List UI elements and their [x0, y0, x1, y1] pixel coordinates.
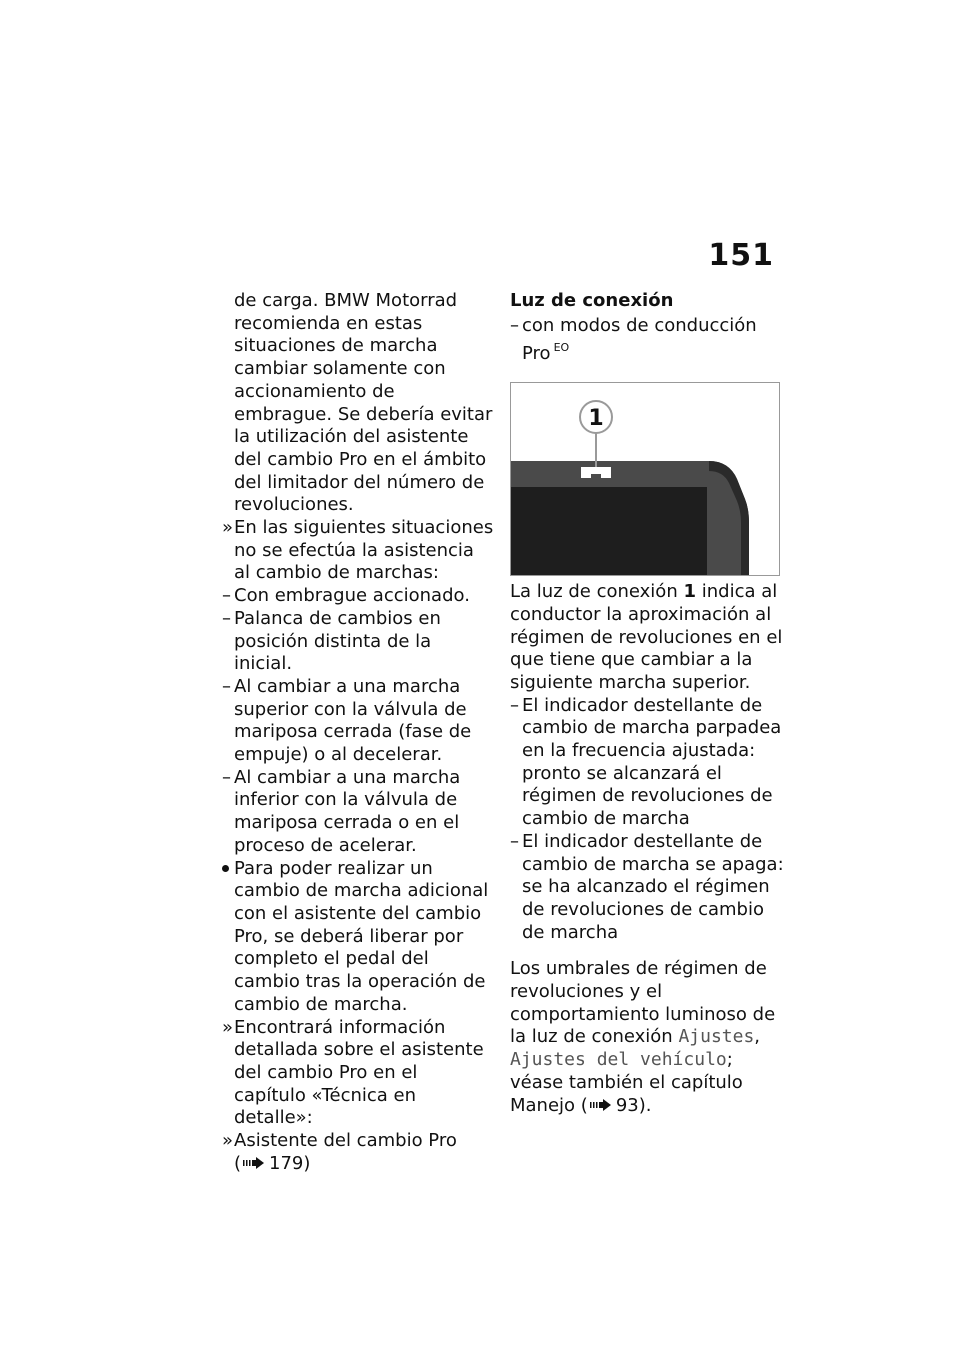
display-screen	[511, 487, 707, 575]
dash-item	[510, 695, 785, 831]
equipment-superscript: EO	[553, 341, 570, 355]
note-item	[222, 517, 494, 585]
dash-text: Al cambiar a una marcha superior con la válvula de mariposa cerrada (fase de empuje) o al decelerar.	[234, 675, 472, 766]
note-item	[222, 1017, 494, 1131]
callout-number: 1	[588, 406, 604, 432]
page-reference-arrow-icon	[590, 1099, 612, 1111]
shift-light-figure	[510, 382, 780, 576]
right-column	[510, 290, 785, 1117]
display-illustration	[511, 383, 779, 575]
note-text: Asistente del cambio Pro	[234, 1130, 457, 1152]
dash-text: El indicador destellante de cambio de marcha parpadea en la frecuencia ajustada: pronto se alcanzará el régimen de revoluciones de cambio de marcha	[522, 694, 782, 830]
note-item	[222, 1130, 494, 1175]
page-ref[interactable]: ( 93).	[580, 1094, 652, 1116]
left-column	[222, 290, 494, 1175]
note-marker: »	[222, 1016, 234, 1038]
note-text: Encontrará información detallada sobre el asistente del cambio Pro en el capítulo «Técnica en detalle»:	[234, 1016, 484, 1129]
condition-item	[510, 315, 785, 366]
bullet-item	[222, 858, 494, 1017]
page-reference-arrow-icon	[243, 1157, 265, 1169]
dash-text: El indicador destellante de cambio de marcha se apaga: se ha alcanzado el régimen de revoluciones de cambio de marcha	[522, 830, 784, 943]
dash-text: Con embrague accionado.	[234, 585, 470, 607]
dash-text: Al cambiar a una marcha inferior con la válvula de mariposa cerrada o en el proceso de acelerar.	[234, 766, 461, 856]
bullet-text: Para poder realizar un cambio de marcha adicional con el asistente del cambio Pro, se deberá liberar por completo el pedal del cambio tras la operación de cambio de marcha.	[234, 857, 489, 1015]
menu-path-1: Ajustes	[678, 1026, 755, 1048]
description-paragraph	[510, 581, 785, 695]
note-text: En las siguientes situaciones no se efectúa la asistencia al cambio de marchas:	[234, 517, 494, 584]
note-marker: »	[222, 1130, 234, 1152]
dash-item	[222, 767, 494, 858]
description-callout-number: 1	[683, 581, 696, 603]
dash-marker: –	[510, 694, 519, 716]
description-text-b: indica al conductor la aproximación al régimen de revoluciones en el que tiene que cambiar a la siguiente marcha superior.	[510, 581, 783, 693]
dash-item	[222, 676, 494, 767]
dash-text: Palanca de cambios en posición distinta de la inicial.	[234, 607, 441, 675]
page-ref-number: 179)	[269, 1152, 311, 1174]
description-text-a: La luz de conexión	[510, 581, 678, 603]
intro-paragraph: de carga. BMW Motorrad recomienda en estas situaciones de marcha cambiar solamente con accionamiento de embrague. Se debería evitar la utilización del asistente del cambio Pro en el ámbito del limitador del número de revoluciones.	[234, 290, 493, 516]
dash-item	[222, 585, 494, 608]
menu-separator: ,	[754, 1026, 761, 1048]
bullet-dot-icon	[222, 865, 229, 872]
closing-paragraph	[510, 958, 785, 1117]
section-heading: Luz de conexión	[510, 290, 674, 311]
closing-text-b: ; véase también el capítulo Manejo	[510, 1049, 743, 1116]
condition-text: con modos de conducción Pro	[522, 314, 757, 365]
dash-item	[510, 831, 785, 945]
page-ref-number: 93).	[615, 1094, 652, 1116]
page-number: 151	[708, 238, 774, 273]
bullet-marker	[222, 858, 234, 881]
closing-text-a: Los umbrales de régimen de revoluciones y el comportamiento luminoso de la luz de conexión	[510, 958, 776, 1048]
dash-marker: –	[222, 585, 231, 607]
menu-path-2: Ajustes del vehículo	[510, 1049, 727, 1071]
dash-marker: –	[222, 607, 231, 629]
dash-marker: –	[222, 675, 231, 697]
dash-marker: –	[510, 314, 519, 336]
note-marker: »	[222, 517, 234, 539]
dash-marker: –	[510, 830, 519, 852]
page-ref[interactable]: ( 179)	[234, 1152, 311, 1174]
dash-marker: –	[222, 766, 231, 788]
dash-item	[222, 608, 494, 676]
